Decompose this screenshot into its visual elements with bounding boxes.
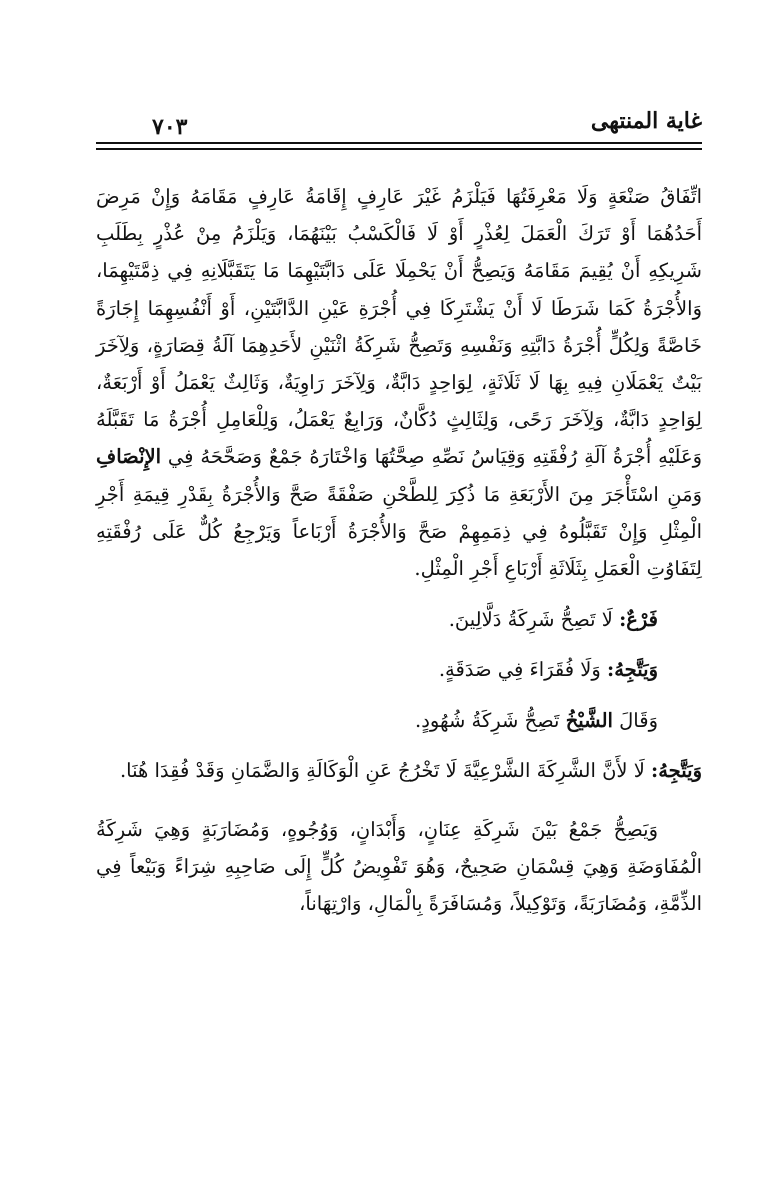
paragraph-main-text: اتِّفَاقُ صَنْعَةٍ وَلَا مَعْرِفَتُهَا فَيَلْزَمُ غَيْرَ عَارِفٍ إِقَامَةُ عَارِفٍ مَقَامَهُ وَإِنْ مَرِضَ أَحَدُهُمَا أَوْ تَرَكَ الْعَمَلَ لِعُذْرٍ أَوْ لَا فَالْكَسْبُ بَيْنَهُمَا، وَيَلْزَمُ مِنْ عُذْرٍ بِطَلَبِ شَرِيكِهِ أَنْ يُقِيمَ مَقَامَهُ وَيَصِحُّ أَنْ يَحْمِلَا عَلَى دَابَّتَيْهِمَا مَا يَتَقَبَّلَانِهِ فِي ذِمَّتَيْهِمَا، وَالأُجْرَةُ كَمَا شَرَطَا لَا أَنْ يَشْتَرِكَا فِي أُجْرَةِ عَيْنِ الدَّابَّتَيْنِ، أَوْ أَنْفُسِهِمَا إِجَارَةً خَاصَّةً وَلِكُلٍّ أُجْرَةُ دَابَّتِهِ وَنَفْسِهِ وَتَصِحُّ شَرِكَةُ اثْنَيْنِ لأَحَدِهِمَا آلَةُ قِصَارَةٍ، وَلِآخَرَ بَيْتٌ يَعْمَلَانِ فِيهِ بِهَا لَا ثَلَاثَةٍ، لِوَاحِدٍ دَابَّةٌ، وَلِآخَرَ رَاوِيَةٌ، وَثَالِثٌ يَعْمَلُ أَوْ أَرْبَعَةٌ، لِوَاحِدٍ دَابَّةٌ، وَلِآخَرَ رَحًى، وَلِثَالِثٍ دُكَّانٌ، وَرَابِعٌ يَعْمَلُ، وَلِلْعَامِلِ أُجْرَةُ مَا تَقَبَّلَهُ وَعَلَيْهِ أُجْرَةُ آلَةِ رُفْقَتِهِ وَقِيَاسُ نَصِّهِ صِحَّتُهَا وَاخْتَارَهُ جَمْعٌ وَصَحَّحَهُ فِي bbox=[96, 185, 702, 469]
label-yatajih-1: وَيَتَّجِهُ: bbox=[607, 658, 658, 682]
paragraph-main bbox=[96, 178, 702, 587]
page-header bbox=[96, 100, 702, 152]
keyword-insaf: الإِنْصَافِ bbox=[96, 445, 162, 469]
header-rule-top bbox=[96, 142, 702, 144]
label-yatajih-2: وَيَتَّجِهُ: bbox=[651, 758, 702, 782]
paragraph-yatajih-1 bbox=[96, 651, 702, 688]
header-rule-bottom bbox=[96, 148, 702, 150]
paragraph-main-continuation: وَمَنِ اسْتَأْجَرَ مِنَ الأَرْبَعَةِ مَا ذُكِرَ لِلطَّحْنِ صَفْقَةً صَحَّ وَالأُجْرَةُ بِقَدْرِ قِيمَةِ أَجْرِ الْمِثْلِ وَإِنْ تَقَبَّلُوهُ فِي ذِمَمِهِمْ صَحَّ وَالأُجْرَةُ أَرْبَاعاً وَيَرْجِعُ كُلٌّ عَلَى رُفْقَتِهِ لِتَفَاوُتِ الْعَمَلِ بِثَلَاثَةِ أَرْبَاعِ أَجْرِ الْمِثْلِ. bbox=[96, 482, 702, 581]
paragraph-shaykh bbox=[96, 702, 702, 739]
label-far: فَرْعٌ: bbox=[619, 608, 658, 632]
text-yatajih-2: لَا لأَنَّ الشَّرِكَةَ الشَّرْعِيَّةَ لَا تَخْرُجُ عَنِ الْوَكَالَةِ وَالضَّمَانِ وَقَدْ فُقِدَا هُنَا. bbox=[119, 758, 645, 782]
paragraph-last: وَيَصِحُّ جَمْعُ بَيْنَ شَرِكَةِ عِنَانٍ، وَأَبْدَانٍ، وَوُجُوهٍ، وَمُضَارَبَةٍ وَهِيَ شَرِكَةُ الْمُفَاوَضَةِ وَهِيَ قِسْمَانِ صَحِيحٌ، وَهُوَ تَفْوِيضُ كُلٍّ إِلَى صَاحِبِهِ شِرَاءً وَبَيْعاً فِي الذِّمَّةِ، وَمُضَارَبَةً، وَتَوْكِيلاً، وَمُسَافَرَةً بِالْمَالِ، وَارْتِهَاناً، bbox=[96, 818, 702, 916]
page-number: ٧٠٣ bbox=[152, 114, 188, 140]
text-far: لَا تَصِحُّ شَرِكَةُ دَلَّالِينَ. bbox=[448, 608, 613, 632]
text-shaykh: تَصِحُّ شَرِكَةُ شُهُودٍ. bbox=[415, 708, 560, 732]
paragraph-yatajih-2 bbox=[96, 752, 702, 789]
label-shaykh: الشَّيْخُ bbox=[565, 708, 613, 732]
shaykh-prefix: وَقَالَ bbox=[619, 708, 658, 732]
main-text bbox=[96, 178, 702, 923]
running-title: غاية المنتهى bbox=[590, 108, 702, 134]
paragraph-far bbox=[96, 601, 702, 638]
text-yatajih-1: وَلَا فُقَرَاءَ فِي صَدَقَةٍ. bbox=[438, 658, 601, 682]
